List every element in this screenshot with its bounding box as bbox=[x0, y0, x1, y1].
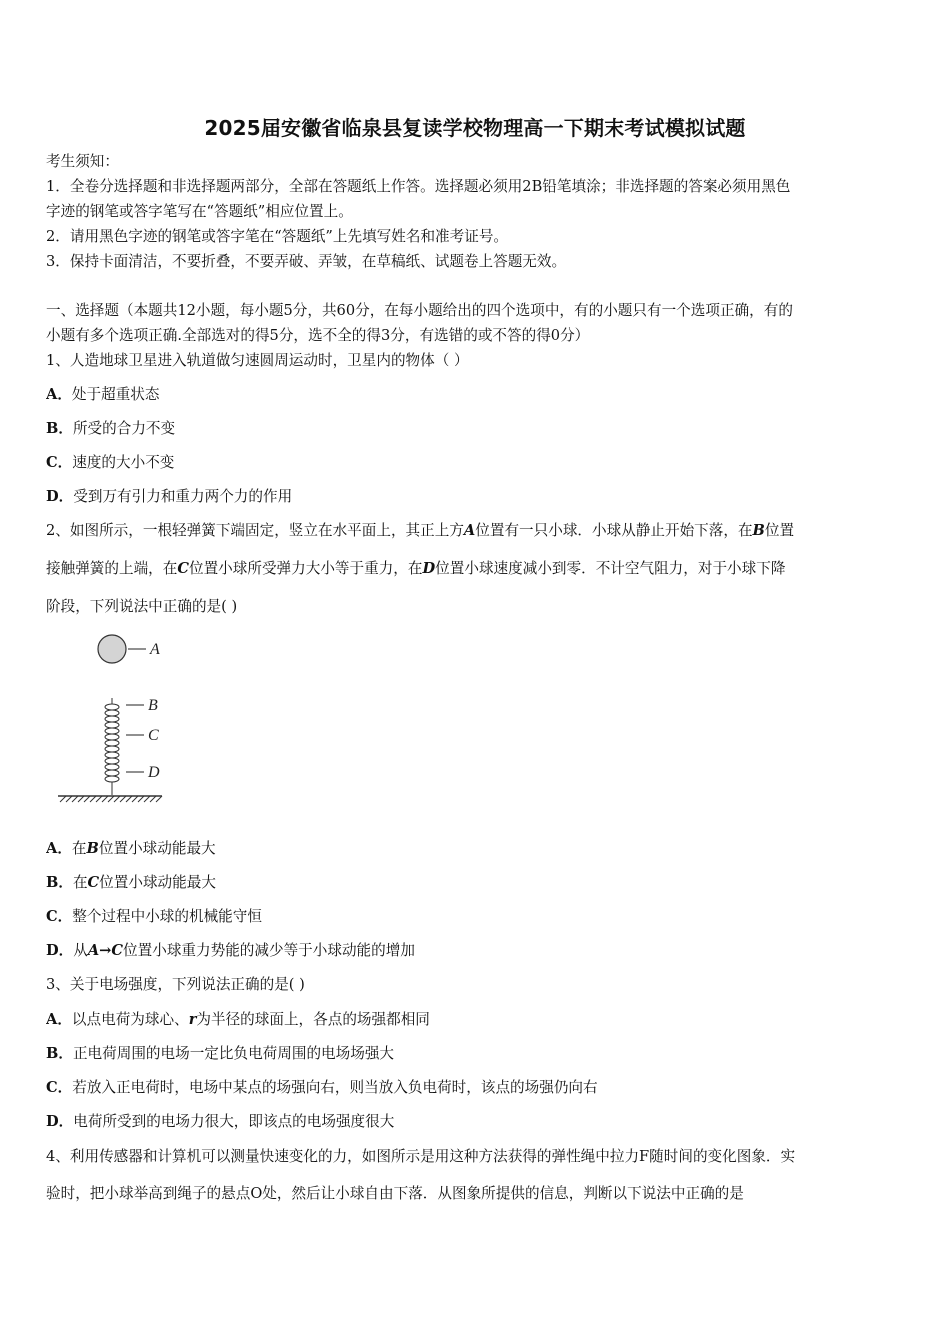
option-text: 在 bbox=[71, 840, 87, 857]
q1-option-b bbox=[46, 419, 908, 439]
q3-option-b bbox=[46, 1044, 908, 1064]
notice-item: 2．请用黑色字迹的钢笔或答字笔在“答题纸”上先填写姓名和准考证号。 bbox=[46, 228, 509, 245]
spring-ball-figure bbox=[50, 628, 180, 808]
label-d: D bbox=[148, 764, 160, 781]
option-text: 从 bbox=[73, 942, 88, 959]
option-text: 位置小球动能最大 bbox=[98, 840, 216, 857]
var-c: C bbox=[177, 560, 189, 577]
stem-text: 接触弹簧的上端，在 bbox=[46, 560, 178, 577]
option-text: 速度的大小不变 bbox=[72, 454, 175, 471]
option-var: A→C bbox=[87, 942, 124, 959]
var-d: D bbox=[422, 560, 436, 577]
var-b: B bbox=[752, 522, 765, 539]
q2-stem-line2 bbox=[46, 559, 908, 579]
page-title: 2025届安徽省临泉县复读学校物理高一下期末考试模拟试题 bbox=[204, 116, 746, 140]
option-letter: C． bbox=[46, 454, 73, 471]
q2-option-d bbox=[46, 941, 908, 961]
var-a: A bbox=[463, 522, 476, 539]
option-letter: C． bbox=[46, 908, 73, 925]
ball bbox=[98, 635, 126, 663]
q3-stem: 3、关于电场强度，下列说法正确的是( ) bbox=[46, 976, 305, 993]
stem-text: 位置有一只小球．小球从静止开始下落，在 bbox=[475, 522, 753, 539]
q3-option-a bbox=[46, 1010, 908, 1030]
spring bbox=[105, 698, 119, 795]
option-text: 受到万有引力和重力两个力的作用 bbox=[73, 488, 293, 505]
q4-stem-line1: 4、利用传感器和计算机可以测量快速变化的力，如图所示是用这种方法获得的弹性绳中拉力F随时间的变化图象．实 bbox=[46, 1148, 796, 1165]
option-text: 位置小球重力势能的减少等于小球动能的增加 bbox=[123, 942, 415, 959]
option-letter: D． bbox=[46, 942, 74, 959]
q2-stem-line1 bbox=[46, 521, 908, 541]
q1-stem: 1、人造地球卫星进入轨道做匀速圆周运动时，卫星内的物体（ ） bbox=[46, 352, 469, 369]
notice-item: 1．全卷分选择题和非选择题两部分，全部在答题纸上作答。选择题必须用2B铅笔填涂；非选择题的答案必须用黑色 bbox=[46, 178, 791, 195]
q1-option-a bbox=[46, 385, 908, 405]
option-letter: A． bbox=[46, 1011, 72, 1028]
q3-option-c bbox=[46, 1078, 908, 1098]
stem-text: 位置小球所受弹力大小等于重力，在 bbox=[188, 560, 423, 577]
option-letter: B． bbox=[46, 874, 73, 891]
option-letter: D． bbox=[46, 488, 74, 505]
option-letter: B． bbox=[46, 1045, 73, 1062]
notice-item: 字迹的钢笔或答字笔写在“答题纸”相应位置上。 bbox=[46, 203, 353, 220]
ground bbox=[58, 796, 162, 802]
q4-stem-line2: 验时，把小球举高到绳子的悬点O处，然后让小球自由下落．从图象所提供的信息，判断以下说法中正确的是 bbox=[46, 1185, 744, 1202]
q1-option-c bbox=[46, 453, 908, 473]
option-var: r bbox=[188, 1011, 197, 1028]
option-letter: D． bbox=[46, 1113, 74, 1130]
section-heading: 一、选择题（本题共12小题，每小题5分，共60分，在每小题给出的四个选项中，有的小题只有一个选项正确，有的 bbox=[46, 302, 793, 319]
option-text: 位置小球动能最大 bbox=[99, 874, 216, 891]
option-text: 整个过程中小球的机械能守恒 bbox=[72, 908, 262, 925]
stem-text: 位置小球速度减小到零．不计空气阻力，对于小球下降 bbox=[435, 560, 786, 577]
q1-option-d bbox=[46, 487, 908, 507]
q2-option-b bbox=[46, 873, 908, 893]
option-var: B bbox=[86, 840, 99, 857]
option-text: 电荷所受到的电场力很大，即该点的电场强度很大 bbox=[73, 1113, 395, 1130]
notice-item: 3．保持卡面清洁，不要折叠，不要弄破、弄皱，在草稿纸、试题卷上答题无效。 bbox=[46, 253, 567, 270]
notice-heading: 考生须知： bbox=[46, 153, 119, 170]
option-text: 所受的合力不变 bbox=[72, 420, 176, 437]
option-letter: C． bbox=[46, 1079, 73, 1096]
q3-option-d bbox=[46, 1112, 908, 1132]
option-letter: B． bbox=[46, 420, 73, 437]
option-letter: A． bbox=[46, 840, 72, 857]
option-text: 若放入正电荷时，电场中某点的场强向右，则当放入负电荷时，该点的场强仍向右 bbox=[72, 1079, 598, 1096]
label-a: A bbox=[150, 641, 160, 658]
stem-text: 位置 bbox=[764, 522, 795, 539]
label-c: C bbox=[148, 727, 159, 744]
option-text: 处于超重状态 bbox=[71, 386, 160, 403]
q2-option-c bbox=[46, 907, 908, 927]
q2-option-a bbox=[46, 839, 908, 859]
option-var: C bbox=[87, 874, 100, 891]
option-text: 正电荷周围的电场一定比负电荷周围的电场场强大 bbox=[72, 1045, 395, 1062]
label-b: B bbox=[148, 697, 158, 714]
option-text: 以点电荷为球心、 bbox=[71, 1011, 189, 1028]
q2-stem-line3: 阶段，下列说法中正确的是( ) bbox=[46, 598, 238, 615]
option-letter: A． bbox=[46, 386, 72, 403]
option-text: 为半径的球面上，各点的场强都相同 bbox=[196, 1011, 430, 1028]
option-text: 在 bbox=[72, 874, 88, 891]
stem-text: 2、如图所示，一根轻弹簧下端固定，竖立在水平面上，其正上方 bbox=[46, 522, 464, 539]
section-heading-cont: 小题有多个选项正确.全部选对的得5分，选不全的得3分，有选错的或不答的得0分） bbox=[46, 327, 590, 344]
